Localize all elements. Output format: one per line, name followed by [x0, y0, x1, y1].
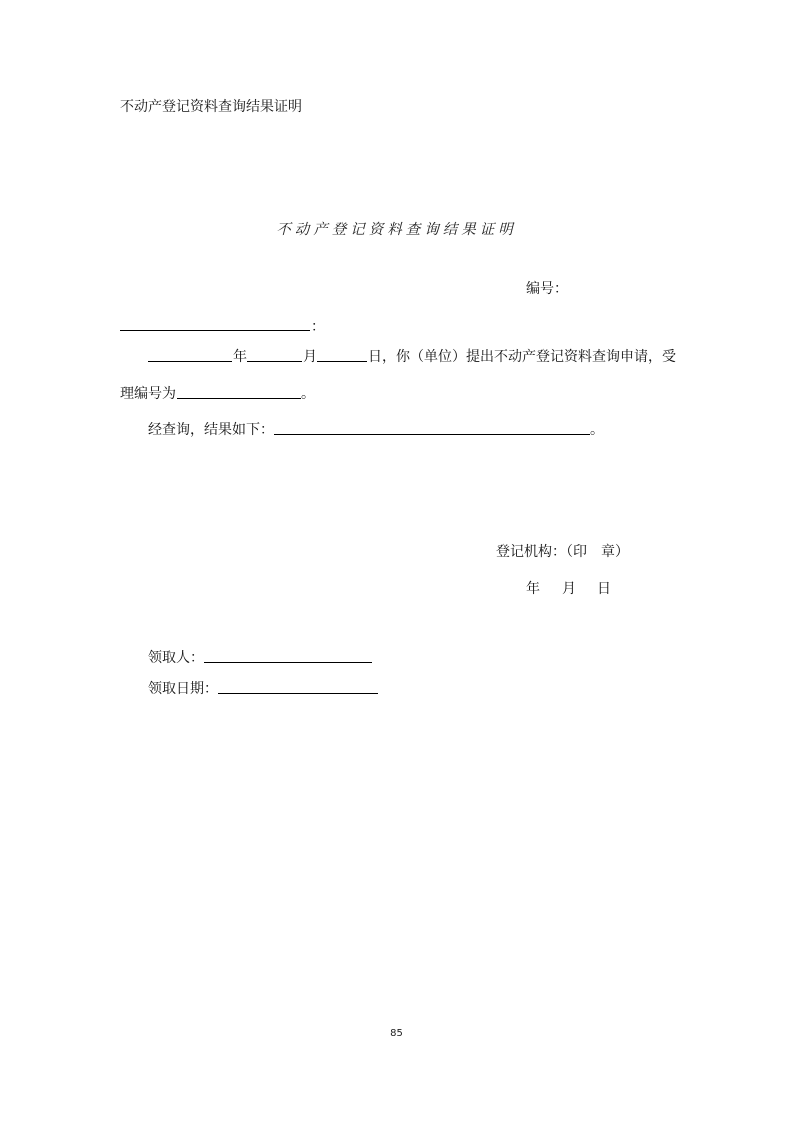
result-suffix: 。 [590, 422, 604, 438]
acceptance-prefix: 理编号为 [120, 386, 176, 402]
addressee-colon: ： [311, 319, 325, 335]
issuer-label: 登记机构：（印 章） [496, 544, 629, 560]
month-label: 月 [303, 349, 317, 365]
application-text: 日，你（单位）提出不动产登记资料查询申请，受 [368, 349, 676, 365]
year-label: 年 [233, 349, 247, 365]
issue-day: 日 [597, 581, 611, 597]
receive-date-blank [218, 693, 378, 694]
month-blank [247, 361, 302, 362]
day-blank [317, 361, 367, 362]
recipient-label: 领取人： [148, 650, 204, 666]
addressee-blank [120, 330, 310, 331]
document-title: 不动产登记资料查询结果证明 [276, 222, 517, 238]
acceptance-suffix: 。 [301, 386, 315, 402]
acceptance-number-blank [177, 398, 301, 399]
section-heading: 不动产登记资料查询结果证明 [120, 99, 302, 115]
result-blank [274, 434, 590, 435]
issue-month: 月 [562, 581, 576, 597]
number-label: 编号： [526, 281, 568, 297]
result-prefix: 经查询，结果如下： [148, 422, 274, 438]
year-blank [148, 361, 232, 362]
issue-year: 年 [526, 581, 540, 597]
recipient-blank [204, 662, 372, 663]
page-number: 85 [390, 1028, 403, 1039]
receive-date-label: 领取日期： [148, 681, 218, 697]
